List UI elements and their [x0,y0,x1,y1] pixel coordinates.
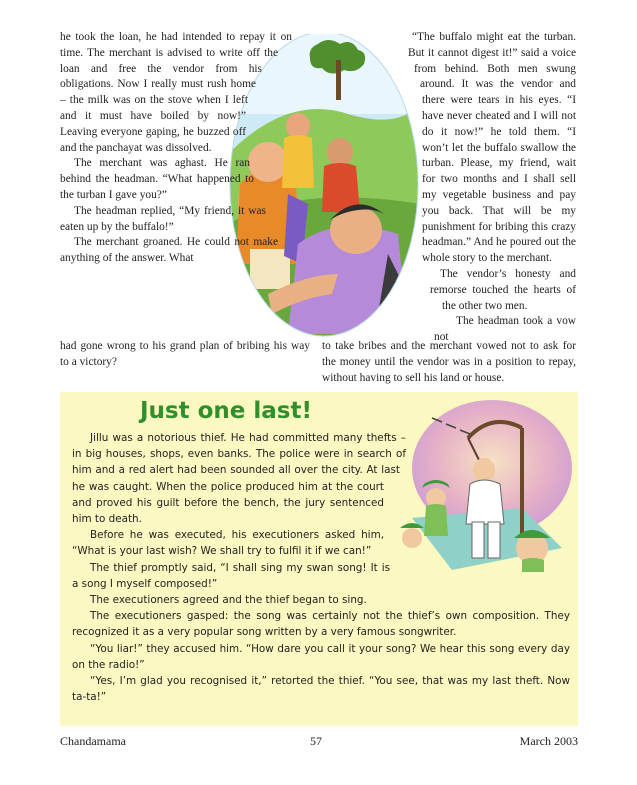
footer-magazine-name: Chandamama [60,734,126,748]
right-paragraph-1: “The buffalo might eat the turban. But it cannot digest it!” said a voice from behind. Both men swung around. It was the vendor and there were tears in his eyes. “I have never cheated and I will not do it now!” he told them. “I won’t let the buffalo swallow the turban. Please, my friend, wait for two months and I shall sell my vegetable business and pay you back. That will be my punishment for bribing this crazy headman.” And he poured out the whole story to the merchant. [408,31,576,265]
left-paragraph-2: The merchant was aghast. He ran behind the headman. “What happened to the turban I gave you?” [60,157,254,201]
left-paragraph-4: The merchant groaned. He could not make anything of the answer. What [60,236,278,265]
page-number: 57 [310,734,322,748]
right-paragraph-2: The vendor’s honesty and remorse touched the hearts of the other two men. [430,267,576,312]
story-paragraph: The executioners agreed and the thief began to sing. [90,594,367,607]
story-paragraph: Jillu was a notorious thief. He had committed many thefts – in big houses, shops, even banks. The police were in search of him and a red alert had been sounded all over the city. At last he was caught. When the police produced him at the court and proved his guilt before the bench, the jury sentenced him to death. [72,432,406,526]
story-paragraph: “Yes, I’m glad you recognised it,” retorted the thief. “You see, that was my last theft. Now ta-ta!” [72,675,570,704]
box-title: Just one last! [140,398,312,424]
bottom-left-text: had gone wrong to his grand plan of bribing his way to a victory? [60,340,310,368]
left-paragraph-1: he took the loan, he had intended to repay it on time. The merchant is advised to write off the loan and free the vendor from his obligations. Now I really must rush home – the milk was on the stove when I left and it must have boiled by now!” Leaving everyone gaping, he buzzed off and the panchayat was dissolved. [60,31,292,154]
story-column-right [318,30,576,350]
just-one-last-box [60,392,578,726]
just-one-last-story [72,430,570,705]
story-paragraph: Before he was executed, his executioners asked him, “What is your last wish? We shall try to fulfil it if we can!” [72,529,384,558]
bottom-right-text: to take bribes and the merchant vowed not to ask for the money until the vendor was in a position to repay, without having to sell his land or house. [322,340,576,384]
story-paragraph: The thief promptly said, “I shall sing my swan song! It is a song I myself composed!” [72,561,390,590]
right-paragraph-3: The headman took a vow not [434,315,576,344]
story-continuation-left [60,339,310,371]
story-continuation-right [322,339,576,386]
footer-issue-date: March 2003 [519,734,578,748]
story-paragraph: “You liar!” they accused him. “How dare you call it your song? We hear this song every day on the radio!” [72,642,570,671]
story-paragraph: The executioners gasped: the song was certainly not the thief’s own composition. They recognized it as a very popular song written by a very famous songwriter. [72,610,570,639]
story-column-left [60,30,322,350]
left-paragraph-3: The headman replied, “My friend, it was eaten up by the buffalo!” [60,204,266,233]
